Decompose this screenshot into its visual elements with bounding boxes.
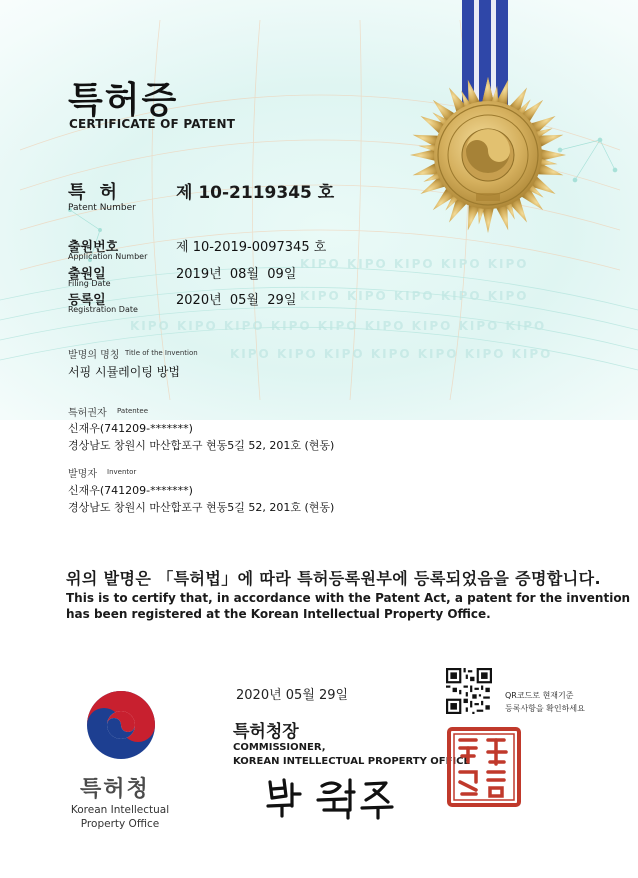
inventor-label-en: Inventor	[107, 468, 137, 476]
invention-title-label-ko: 발명의 명칭	[68, 350, 120, 361]
certification-korean: 위의 발명은 「특허법」에 따라 특허등록원부에 등록되었음을 증명합니다.	[66, 569, 601, 588]
watermark-row-1: KIPO KIPO KIPO KIPO KIPO	[300, 257, 529, 271]
patent-number-value: 제 10-2119345 호	[176, 183, 335, 203]
patentee-label-en: Patentee	[117, 407, 149, 415]
office-logo-english-line2: Property Office	[80, 818, 160, 830]
commissioner-english-line2: KOREAN INTELLECTUAL PROPERTY OFFICE	[233, 756, 471, 767]
commissioner-english-line1: COMMISSIONER,	[233, 742, 326, 753]
patentee-address: 경상남도 창원시 마산합포구 현동5길 52, 201호 (현동)	[68, 439, 335, 452]
patentee-label-ko: 특허권자	[68, 408, 107, 419]
patentee-name: 신재우(741209-*******)	[68, 422, 193, 435]
application-number-label-ko: 출원번호	[68, 240, 119, 255]
inventor-label-ko: 발명자	[68, 469, 97, 480]
patent-number-label-ko: 특 허	[68, 182, 122, 203]
registration-date-label-en: Registration Date	[68, 305, 138, 314]
commissioner-korean: 특허청장	[233, 722, 299, 742]
patent-number-label-en: Patent Number	[68, 203, 136, 213]
kipo-taegeuk-logo-icon	[84, 688, 158, 762]
title-korean: 특허증	[68, 80, 179, 121]
qr-code-icon	[446, 668, 492, 714]
official-red-seal	[446, 726, 522, 808]
registration-date-value: 2020년 05월 29일	[176, 293, 297, 308]
invention-title-value: 서핑 시뮬레이팅 방법	[68, 365, 180, 379]
application-number-label-en: Application Number	[68, 252, 148, 261]
gold-seal-icon	[408, 75, 568, 235]
filing-date-label-en: Filing Date	[68, 279, 111, 288]
office-logo-english-line1: Korean Intellectual	[70, 804, 170, 816]
inventor-address: 경상남도 창원시 마산합포구 현동5길 52, 201호 (현동)	[68, 501, 335, 514]
invention-title-label-en: Title of the Invention	[125, 349, 198, 357]
qr-note-line2: 등록사항을 확인하세요	[505, 704, 585, 713]
watermark-row-2: KIPO KIPO KIPO KIPO KIPO	[300, 289, 529, 303]
certification-english-line2: has been registered at the Korean Intellectual Property Office.	[66, 607, 491, 621]
watermark-row-3: KIPO KIPO KIPO KIPO KIPO KIPO KIPO KIPO KIPO	[130, 319, 547, 333]
filing-date-label-ko: 출원일	[68, 267, 106, 282]
application-number-value: 제 10-2019-0097345 호	[176, 240, 327, 255]
filing-date-value: 2019년 08월 09일	[176, 267, 297, 282]
certification-english-line1: This is to certify that, in accordance with the Patent Act, a patent for the invention	[66, 591, 631, 605]
registration-date-label-ko: 등록일	[68, 293, 106, 308]
qr-note-line1: QR코드로 현재기준	[505, 691, 574, 700]
issue-date: 2020년 05월 29일	[236, 688, 349, 703]
watermark-row-4: KIPO KIPO KIPO KIPO KIPO KIPO KIPO	[230, 347, 553, 361]
title-english: CERTIFICATE OF PATENT	[69, 117, 236, 131]
commissioner-signature	[262, 772, 402, 822]
inventor-name: 신재우(741209-*******)	[68, 484, 193, 497]
office-logo-korean: 특허청	[80, 777, 150, 802]
